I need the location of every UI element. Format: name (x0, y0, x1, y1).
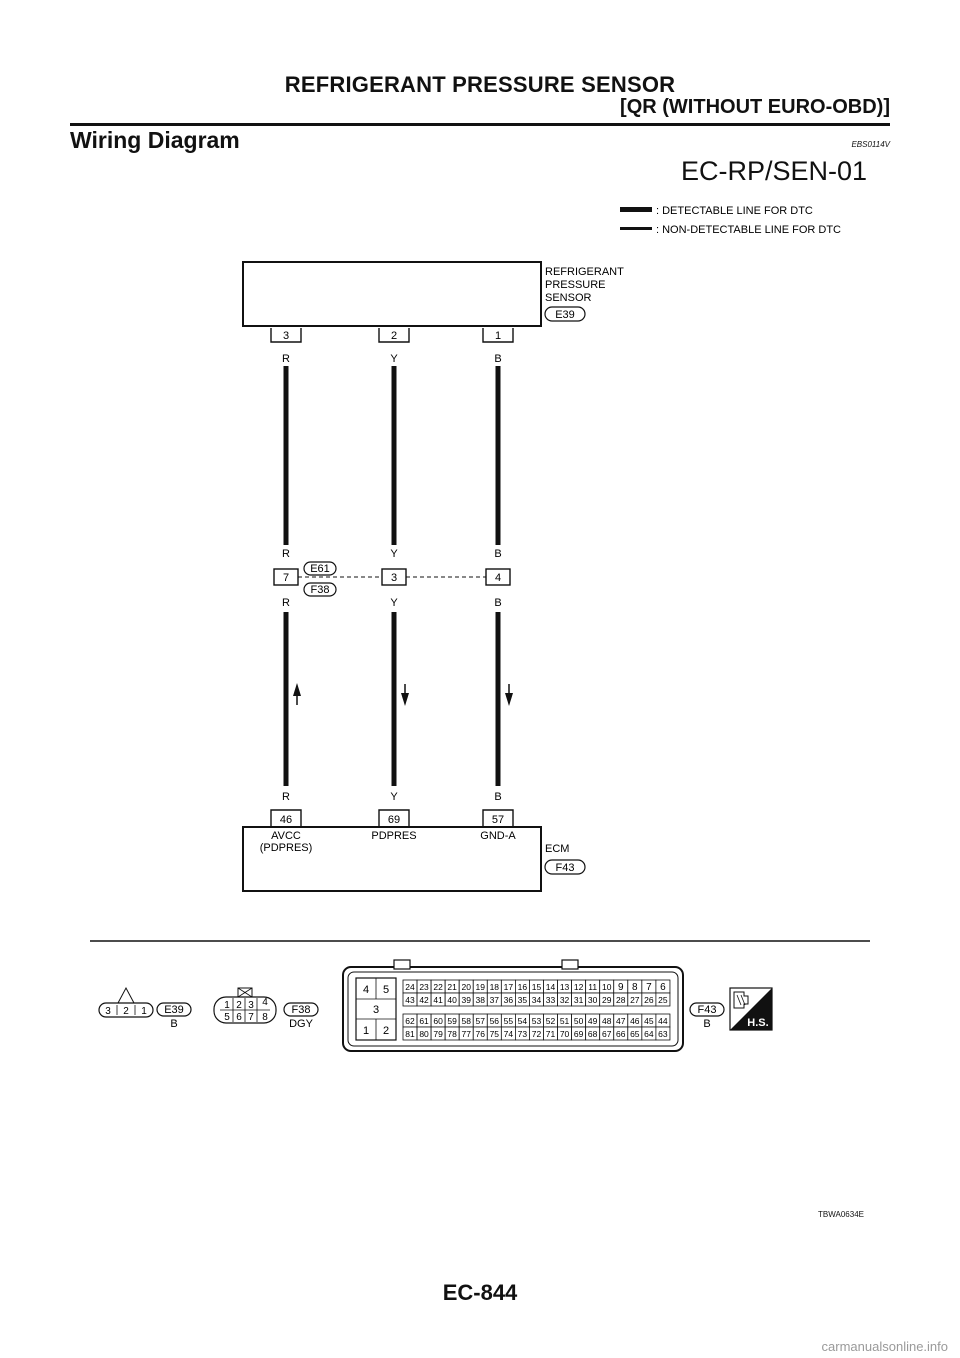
ecm-terminal-avcc: AVCC (271, 830, 301, 842)
f43-latch-right (562, 960, 578, 969)
f43-pin-number: 43 (405, 995, 415, 1005)
f43-pin-number: 72 (531, 1029, 542, 1039)
hs-connector-icon (734, 992, 748, 1008)
f43-pin-1: 1 (362, 1025, 370, 1037)
f43-pin-number: 68 (587, 1029, 598, 1039)
f43-pin-number: 14 (545, 982, 556, 992)
f43-latch-left (394, 960, 410, 969)
legend-detectable-swatch (620, 207, 652, 212)
wire-color-r-joint-bottom: R (282, 597, 290, 609)
f43-pin-number: 73 (517, 1029, 528, 1039)
f43-pin-number: 11 (588, 982, 598, 992)
joint-pin-7: 7 (282, 572, 290, 584)
f43-pin-number: 49 (587, 1016, 598, 1026)
f38-face-color: DGY (289, 1018, 313, 1030)
wire-color-r-top: R (282, 353, 290, 365)
f43-pin-number: 17 (503, 982, 514, 992)
f38-face-pin-1: 1 (224, 1000, 230, 1011)
ecm-name: ECM (545, 843, 570, 855)
arrow-down-2-head (505, 693, 513, 706)
f38-face-pin-2: 2 (236, 1000, 242, 1011)
f38-face-pin-7: 7 (248, 1012, 254, 1023)
sensor-pin-2: 2 (390, 330, 398, 342)
f38-face-pin-6: 6 (236, 1012, 242, 1023)
connector-face-e39 (99, 988, 191, 1030)
f43-pin-number: 74 (503, 1029, 514, 1039)
legend-non-detectable-label: : NON-DETECTABLE LINE FOR DTC (656, 224, 841, 236)
connector-face-f43 (343, 960, 724, 1051)
f43-pin-number: 20 (461, 982, 471, 992)
harness-side-badge (730, 988, 772, 1030)
f43-pin-number: 52 (545, 1016, 556, 1026)
f43-pin-number: 41 (433, 995, 443, 1005)
legend-detectable-label: : DETECTABLE LINE FOR DTC (656, 205, 813, 217)
joint-pin-4: 4 (494, 572, 502, 584)
f43-pin-number: 18 (489, 982, 500, 992)
sensor-connector-id: E39 (555, 309, 575, 321)
f43-pin-number: 26 (644, 995, 654, 1005)
f43-pin-number: 27 (630, 995, 640, 1005)
sensor-pin-1: 1 (494, 330, 502, 342)
f43-pin-number: 36 (503, 995, 514, 1005)
f43-pin-number: 10 (601, 982, 612, 992)
e39-face-pin-3: 3 (105, 1006, 111, 1017)
sensor-name-line-2: PRESSURE (545, 279, 606, 291)
wire-color-r-bottom: R (282, 791, 290, 803)
e39-face-pin-1: 1 (141, 1006, 147, 1017)
e39-face-color: B (170, 1018, 178, 1030)
f43-pin-number: 13 (559, 982, 570, 992)
f43-pin-number: 33 (545, 995, 556, 1005)
wire-color-y-bottom: Y (390, 791, 398, 803)
f43-pin-number: 24 (405, 982, 415, 992)
f43-pin-number: 77 (461, 1029, 471, 1039)
ecm (243, 810, 585, 891)
arrow-down-1-head (401, 693, 409, 706)
ecm-terminal-pdpres: PDPRES (371, 830, 417, 842)
f43-pin-number: 58 (461, 1016, 471, 1026)
f43-pin-number: 9 (617, 982, 624, 993)
f43-pin-number: 63 (658, 1029, 668, 1039)
wire-color-b-joint-top: B (494, 548, 502, 560)
wire-color-b-joint-bottom: B (494, 597, 502, 609)
f43-pin-number: 22 (433, 982, 443, 992)
f43-pin-number: 56 (489, 1016, 500, 1026)
f43-pin-number: 69 (573, 1029, 584, 1039)
f43-pin-number: 65 (630, 1029, 640, 1039)
diagram-id: EC-RP/SEN-01 (680, 156, 867, 186)
f43-pin-number: 39 (461, 995, 471, 1005)
f43-pin-number: 6 (660, 982, 666, 993)
f43-pin-number: 23 (419, 982, 429, 992)
f43-pin-3: 3 (372, 1004, 380, 1016)
ecm-pin-69: 69 (387, 814, 401, 826)
joint-connector-top-id: E61 (310, 563, 330, 575)
f43-pin-number: 79 (433, 1029, 443, 1039)
f43-pin-number: 55 (503, 1016, 514, 1026)
f43-pin-number: 35 (517, 995, 528, 1005)
wire-color-y-joint-top: Y (390, 548, 398, 560)
f38-face-pin-5: 5 (224, 1012, 230, 1023)
f43-pin-number: 47 (616, 1016, 626, 1026)
f43-pin-number: 66 (616, 1029, 626, 1039)
f38-face-pin-8: 8 (262, 1012, 268, 1023)
f43-pin-number: 44 (658, 1016, 668, 1026)
f43-pin-number: 59 (447, 1016, 457, 1026)
legend (620, 205, 841, 236)
wire-color-b-bottom: B (494, 791, 502, 803)
signal-arrows (293, 683, 513, 706)
ecm-pin-46: 46 (279, 814, 293, 826)
f43-pin-number: 78 (447, 1029, 457, 1039)
sensor-name-line-3: SENSOR (545, 292, 592, 304)
f43-pin-number: 42 (419, 995, 429, 1005)
f43-face-id: F43 (697, 1004, 717, 1016)
f43-pin-number: 40 (447, 995, 457, 1005)
f43-pin-number: 32 (559, 995, 570, 1005)
f43-pin-number: 19 (475, 982, 486, 992)
ecm-pin-57: 57 (491, 814, 505, 826)
f43-pin-number: 46 (630, 1016, 640, 1026)
f43-pin-5: 5 (382, 984, 390, 996)
e39-face-pin-2: 2 (123, 1006, 129, 1017)
f43-pin-number: 7 (646, 982, 652, 993)
f43-pin-number: 37 (489, 995, 500, 1005)
f43-pin-number: 81 (405, 1029, 415, 1039)
legend-non-detectable-swatch (620, 227, 652, 230)
f43-pin-number: 67 (601, 1029, 612, 1039)
ecm-terminal-gnd-a: GND-A (480, 830, 516, 842)
f38-face-id: F38 (291, 1004, 311, 1016)
wire-color-y-top: Y (390, 353, 398, 365)
f43-pin-number: 53 (531, 1016, 542, 1026)
page-header-title: REFRIGERANT PRESSURE SENSOR (284, 72, 676, 97)
page-number: EC-844 (442, 1280, 518, 1305)
f43-pin-number: 38 (475, 995, 486, 1005)
wire-color-b-top: B (494, 353, 502, 365)
f38-face-pin-4: 4 (262, 997, 268, 1008)
ecm-terminal-avcc-sub: (PDPRES) (259, 842, 313, 854)
section-code: EBS0114V (851, 140, 890, 149)
f43-pin-number: 71 (545, 1029, 556, 1039)
joint-connector-bottom-id: F38 (310, 584, 330, 596)
arrow-up-head (293, 683, 301, 696)
f43-pin-number: 34 (531, 995, 542, 1005)
f43-face-color: B (703, 1018, 711, 1030)
e39-key (118, 988, 134, 1003)
sensor-box (243, 262, 541, 326)
f43-pin-number: 62 (405, 1016, 415, 1026)
f43-pin-number: 25 (658, 995, 668, 1005)
e39-face-id: E39 (164, 1004, 184, 1016)
section-title: Wiring Diagram (70, 127, 240, 153)
hs-label: H.S. (747, 1017, 769, 1029)
figure-reference-id: TBWA0634E (818, 1210, 864, 1219)
f43-pin-number: 80 (419, 1029, 429, 1039)
f43-pin-number: 15 (531, 982, 542, 992)
f43-pin-number: 48 (601, 1016, 612, 1026)
page-header-subtitle: [QR (WITHOUT EURO-OBD)] (620, 96, 890, 118)
f43-pin-number: 21 (447, 982, 457, 992)
f43-pin-number: 45 (644, 1016, 654, 1026)
f43-pin-number: 31 (573, 995, 584, 1005)
f43-pin-number: 64 (644, 1029, 654, 1039)
sensor-name-line-1: REFRIGERANT (545, 266, 624, 278)
f38-face-pin-3: 3 (248, 1000, 254, 1011)
wire-color-r-joint-top: R (282, 548, 290, 560)
f43-pin-4: 4 (362, 984, 370, 996)
connector-face-f38 (214, 988, 318, 1030)
f43-pin-number: 16 (517, 982, 528, 992)
f43-pin-2: 2 (382, 1025, 390, 1037)
f43-pin-number: 75 (489, 1029, 500, 1039)
f43-pin-number: 29 (601, 995, 612, 1005)
joint-connector (274, 548, 510, 609)
f43-pin-number: 12 (573, 982, 584, 992)
f43-pin-number: 8 (632, 982, 638, 993)
f43-pin-number: 28 (616, 995, 626, 1005)
footer-site-watermark: carmanualsonline.info (821, 1339, 948, 1354)
f43-pin-number: 50 (573, 1016, 584, 1026)
f43-pin-number: 70 (559, 1029, 570, 1039)
sensor-pin-3: 3 (282, 330, 290, 342)
joint-pin-3: 3 (390, 572, 398, 584)
wire-color-y-joint-bottom: Y (390, 597, 398, 609)
f43-pin-number: 54 (517, 1016, 528, 1026)
f43-pin-number: 30 (587, 995, 598, 1005)
f43-pin-number: 51 (559, 1016, 570, 1026)
f43-pin-number: 76 (475, 1029, 486, 1039)
f43-pin-number: 61 (419, 1016, 429, 1026)
refrigerant-pressure-sensor (243, 262, 624, 342)
f43-pin-number: 57 (475, 1016, 486, 1026)
f43-pin-number: 60 (433, 1016, 443, 1026)
ecm-connector-id: F43 (555, 862, 575, 874)
